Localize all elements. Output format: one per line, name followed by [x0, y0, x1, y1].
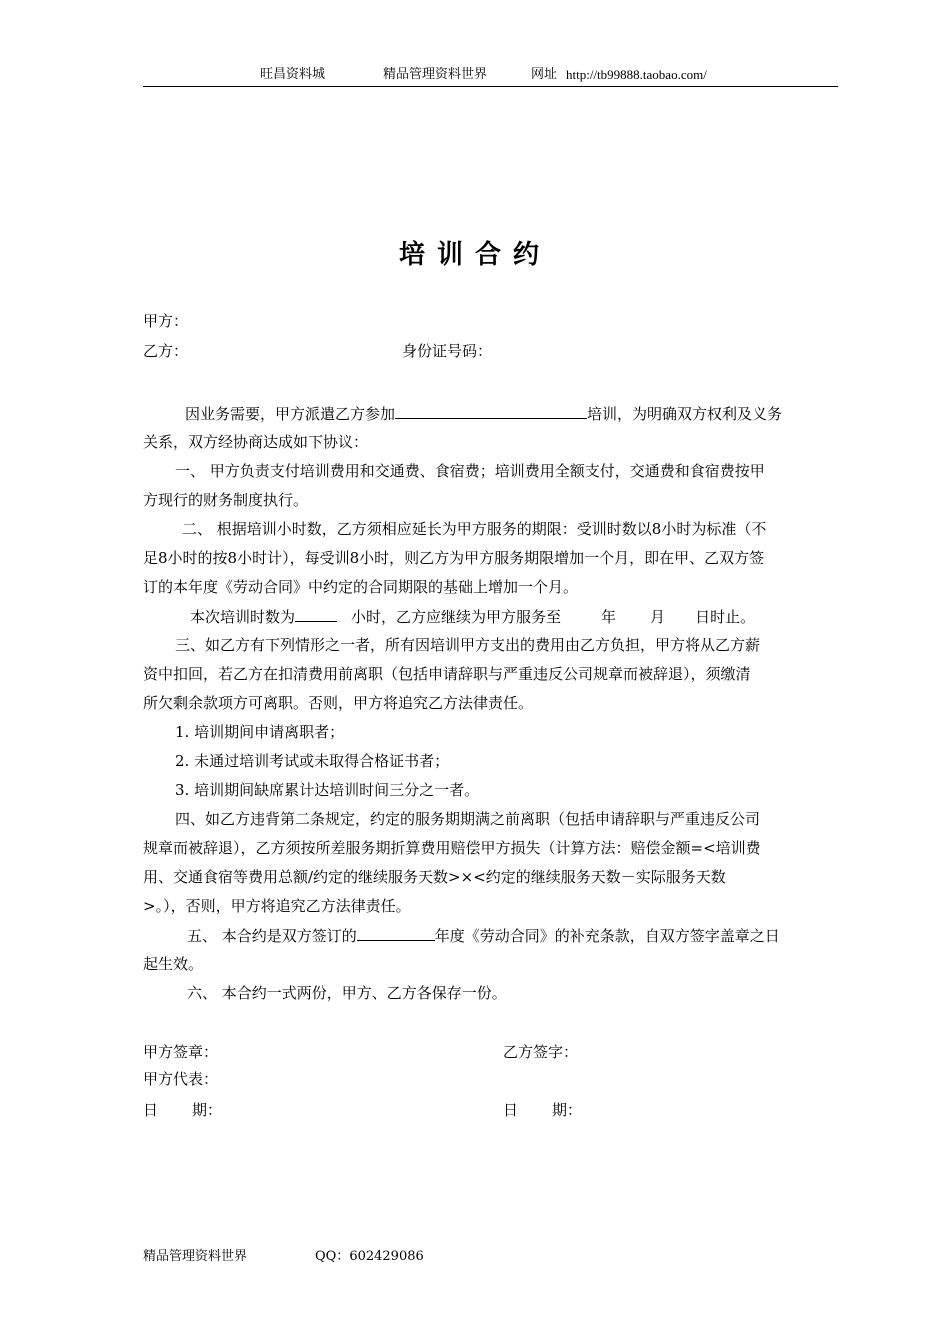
page-header	[143, 64, 838, 87]
hours-text-1: 本次培训时数为	[190, 608, 296, 626]
clause3-item-2: 2. 未通过培训考试或未取得合格证书者；	[175, 752, 450, 770]
clause1-line-2: 方现行的财务制度执行。	[143, 491, 309, 509]
training-name-blank[interactable]	[395, 403, 587, 419]
clause5-text-1: 五、 本合约是双方签订的	[187, 927, 357, 945]
clause2-line-3: 订的本年度《劳动合同》中约定的合同期限的基础上增加一个月。	[143, 578, 579, 596]
hours-line	[190, 606, 755, 627]
date-right-char-1: 日	[503, 1101, 519, 1119]
party-a-label: 甲方：	[143, 312, 189, 330]
intro-text-2: 培训，为明确双方权利及义务	[587, 405, 783, 423]
clause1-line-1: 一、 甲方负责支付培训费用和交通费、食宿费；培训费用全额支付，交通费和食宿费按甲	[175, 462, 765, 480]
date-right-label	[503, 1100, 582, 1120]
hours-day: 日时止。	[695, 608, 756, 626]
hours-year: 年	[601, 608, 617, 626]
clause5-line-2: 起生效。	[143, 955, 204, 973]
party-a-seal-label: 甲方签章：	[143, 1043, 219, 1061]
clause5-line-1	[187, 925, 780, 946]
clause4-line-2: 规章而被辞退），乙方须按所差服务期折算费用赔偿甲方损失（计算方法：赔偿金额=<培训费	[143, 839, 761, 857]
date-left-char-1: 日	[143, 1101, 159, 1119]
clause3-line-1: 三、如乙方有下列情形之一者，所有因培训甲方支出的费用由乙方负担，甲方将从乙方薪	[175, 636, 761, 654]
footer-qq-label: QQ：	[315, 1249, 350, 1264]
date-left-char-2: 期：	[192, 1101, 223, 1119]
party-b-label: 乙方：	[143, 342, 189, 360]
party-b-sign-label: 乙方签字：	[503, 1043, 579, 1061]
intro-line-1	[185, 403, 782, 424]
footer-brand: 精品管理资料世界	[143, 1249, 248, 1264]
header-brand: 精品管理资料世界	[383, 67, 488, 82]
header-url-label: 网址	[531, 67, 558, 82]
clause5-text-2: 年度《劳动合同》的补充条款，自双方签字盖章之日	[434, 927, 780, 945]
document-title: 培训合约	[398, 240, 551, 270]
clause2-line-1: 二、 根据培训小时数，乙方须相应延长为甲方服务的期限：受训时数以8小时为标准（不	[182, 520, 767, 538]
clause3-item-1: 1. 培训期间申请离职者；	[175, 723, 345, 741]
clause2-line-2: 足8小时的按8小时计），每受训8小时，则乙方为甲方服务期限增加一个月，即在甲、乙双方签	[143, 549, 765, 567]
intro-text-1: 因业务需要，甲方派遣乙方参加	[185, 405, 396, 423]
contract-year-blank[interactable]	[357, 925, 435, 941]
clause3-item-3: 3. 培训期间缺席累计达培训时间三分之一者。	[175, 781, 480, 799]
hours-text-2: 小时，乙方应继续为甲方服务至	[351, 608, 562, 626]
date-left-label	[143, 1100, 222, 1120]
clause6-line-1: 六、 本合约一式两份，甲方、乙方各保存一份。	[187, 984, 507, 1002]
clause4-line-3: 用、交通食宿等费用总额/约定的继续服务天数>×<约定的继续服务天数－实际服务天数	[143, 868, 726, 886]
date-right-char-2: 期：	[552, 1101, 583, 1119]
id-number-label: 身份证号码：	[402, 342, 493, 360]
footer-qq	[315, 1248, 424, 1266]
party-a-rep-label: 甲方代表：	[143, 1070, 219, 1088]
footer-qq-number: 602429086	[349, 1249, 424, 1264]
hours-blank[interactable]	[295, 606, 337, 622]
clause3-line-3: 所欠剩余款项方可离职。否则，甲方将追究乙方法律责任。	[143, 694, 534, 712]
header-shop-name: 旺昌资料城	[260, 67, 326, 82]
clause4-line-1: 四、如乙方违背第二条规定，约定的服务期期满之前离职（包括申请辞职与严重违反公司	[175, 810, 761, 828]
header-url[interactable]: http://tb99888.taobao.com/	[566, 67, 707, 82]
intro-line-2: 关系，双方经协商达成如下协议：	[143, 433, 369, 451]
clause3-line-2: 资中扣回，若乙方在扣清费用前离职（包括申请辞职与严重违反公司规章而被辞退），须缴清	[143, 665, 751, 683]
hours-month: 月	[650, 608, 666, 626]
clause4-line-4: >。），否则，甲方将追究乙方法律责任。	[143, 897, 411, 915]
